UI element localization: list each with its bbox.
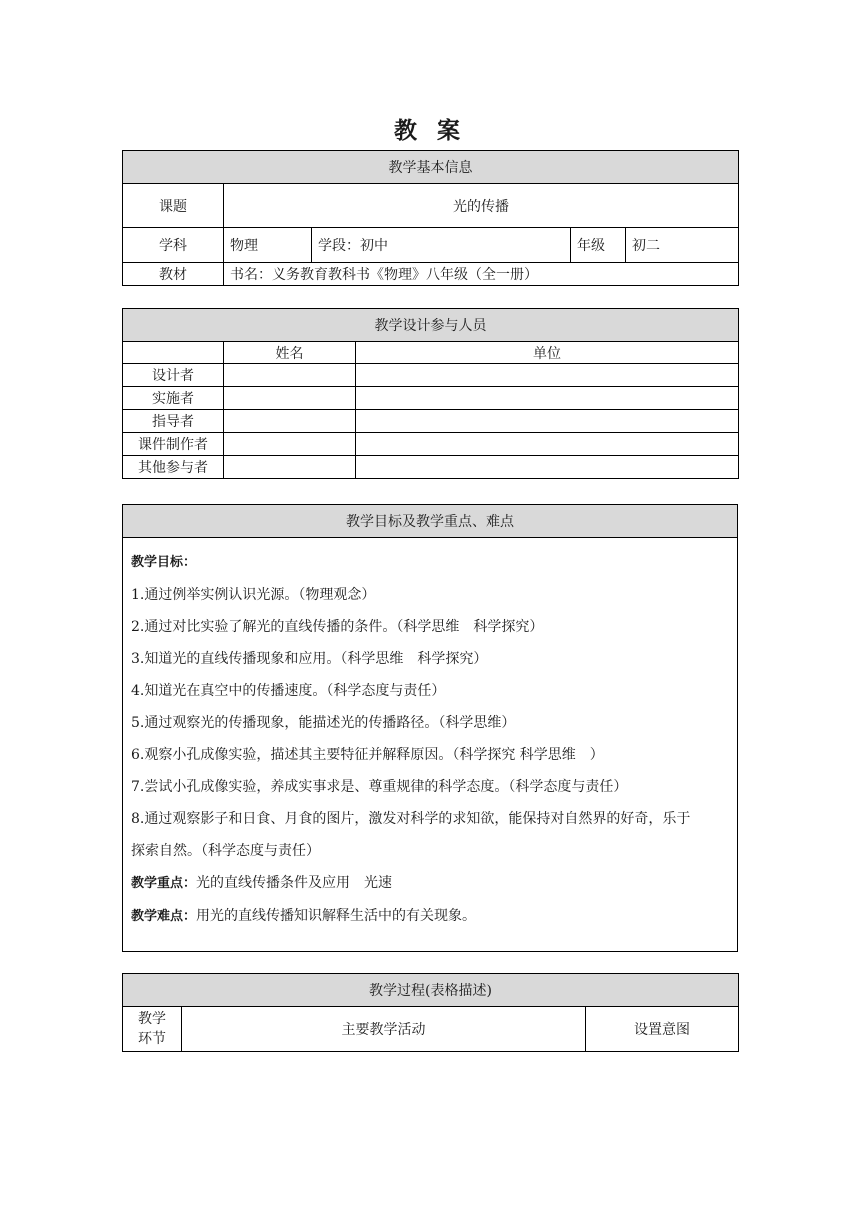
process-table	[122, 973, 739, 1052]
participants-table	[122, 308, 739, 479]
stage-value: 学段：初中	[312, 228, 571, 263]
unit-cell	[356, 387, 739, 410]
material-label: 教材	[123, 263, 224, 286]
col-unit-header: 单位	[356, 342, 739, 364]
goal-item: 1.通过例举实例认识光源。（物理观念）	[131, 587, 376, 603]
col-name-header: 姓名	[224, 342, 356, 364]
difficult-label: 教学难点：	[131, 909, 197, 924]
subject-label: 学科	[123, 228, 224, 263]
topic-label: 课题	[123, 184, 224, 228]
goal-item: 2.通过对比实验了解光的直线传播的条件。（科学思维 科学探究）	[131, 619, 544, 635]
subject-value: 物理	[224, 228, 312, 263]
unit-cell	[356, 410, 739, 433]
name-cell	[224, 387, 356, 410]
goals-body	[123, 538, 738, 952]
key-text: 光的直线传播条件及应用 光速	[196, 875, 393, 891]
goal-item: 6.观察小孔成像实验，描述其主要特征并解释原因。（科学探究 科学思维 ）	[131, 747, 604, 763]
basic-info-table	[122, 150, 739, 286]
key-label: 教学重点：	[131, 876, 197, 891]
participants-header: 教学设计参与人员	[123, 309, 739, 342]
col-stage-header	[123, 1007, 182, 1052]
difficult-text: 用光的直线传播知识解释生活中的有关现象。	[196, 908, 477, 924]
goal-item: 4.知道光在真空中的传播速度。（科学态度与责任）	[131, 683, 446, 699]
goal-item: 7.尝试小孔成像实验，养成实事求是、尊重规律的科学态度。（科学态度与责任）	[131, 779, 628, 795]
difficult-point	[131, 900, 729, 933]
basic-info-header: 教学基本信息	[123, 151, 739, 184]
col-stage-line2: 环节	[138, 1031, 166, 1047]
goals-label: 教学目标：	[131, 555, 197, 570]
col-intent-header: 设置意图	[586, 1007, 739, 1052]
unit-cell	[356, 364, 739, 387]
goals-header: 教学目标及教学重点、难点	[123, 505, 738, 538]
goal-item: 3.知道光的直线传播现象和应用。（科学思维 科学探究）	[131, 651, 488, 667]
page-title: 教 案	[393, 118, 466, 144]
name-cell	[224, 364, 356, 387]
role-designer: 设计者	[123, 364, 224, 387]
role-courseware-maker: 课件制作者	[123, 433, 224, 456]
col-stage-line1: 教学	[138, 1011, 166, 1027]
unit-cell	[356, 456, 739, 479]
process-header: 教学过程(表格描述)	[123, 974, 739, 1007]
name-cell	[224, 433, 356, 456]
corner-cell	[123, 342, 224, 364]
name-cell	[224, 456, 356, 479]
grade-label: 年级	[571, 228, 626, 263]
role-implementer: 实施者	[123, 387, 224, 410]
col-activity-header: 主要教学活动	[182, 1007, 586, 1052]
goal-item: 8.通过观察影子和日食、月食的图片，激发对科学的求知欲，能保持对自然界的好奇，乐于	[131, 811, 691, 827]
goals-table	[122, 504, 738, 952]
role-advisor: 指导者	[123, 410, 224, 433]
goal-item: 探索自然。（科学态度与责任）	[131, 843, 320, 859]
key-point	[131, 867, 729, 900]
name-cell	[224, 410, 356, 433]
goal-item: 5.通过观察光的传播现象，能描述光的传播路径。（科学思维）	[131, 715, 516, 731]
unit-cell	[356, 433, 739, 456]
role-other: 其他参与者	[123, 456, 224, 479]
material-value: 书名：义务教育教科书《物理》八年级（全一册）	[224, 263, 739, 286]
topic-value: 光的传播	[224, 184, 739, 228]
grade-value: 初二	[626, 228, 739, 263]
